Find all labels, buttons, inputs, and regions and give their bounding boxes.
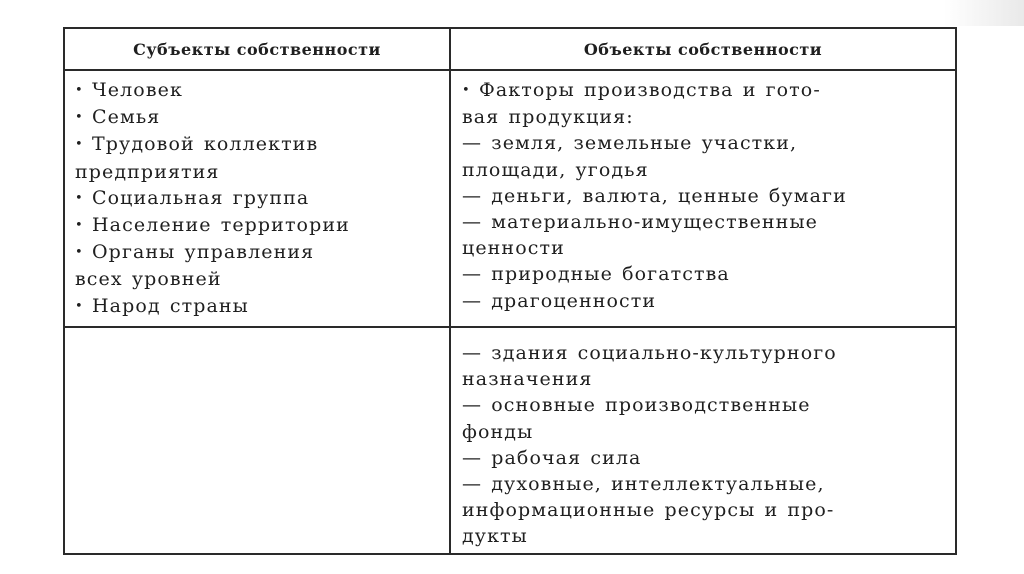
table-line <box>75 185 441 212</box>
line-text: Население территории <box>92 214 350 237</box>
table-line <box>462 288 947 314</box>
line-text: Народ страны <box>92 294 249 317</box>
line-text: Семья <box>92 106 161 129</box>
line-text: вая продукция: <box>462 106 634 129</box>
table-line <box>75 266 441 292</box>
line-text: — деньги, валюта, ценные бумаги <box>462 184 847 207</box>
subjects-list <box>65 71 449 320</box>
table-line <box>462 130 947 156</box>
line-text: предприятия <box>75 160 220 183</box>
table-line <box>462 392 947 418</box>
objects-list-top <box>451 71 955 314</box>
table-line <box>462 340 947 366</box>
table-line <box>75 239 441 266</box>
line-text: — основные производственные <box>462 394 811 417</box>
table-line <box>75 77 441 104</box>
ownership-table <box>63 27 957 555</box>
table-line <box>462 183 947 209</box>
table-line <box>75 104 441 131</box>
line-text: Трудовой коллектив <box>92 133 319 156</box>
line-text: — здания социально-культурного <box>462 342 837 364</box>
objects-cell-top <box>450 70 956 327</box>
line-text: фонды <box>462 420 534 443</box>
table-line <box>462 261 947 287</box>
line-text: Органы управления <box>92 241 315 264</box>
subjects-cell <box>64 70 450 327</box>
line-text: информационные ресурсы и про- <box>462 499 835 522</box>
line-text: Факторы производства и гото- <box>479 79 821 101</box>
bullet-icon: • <box>75 245 84 261</box>
line-text: площади, угодья <box>462 158 649 181</box>
line-text: Социальная группа <box>92 186 310 209</box>
line-text: всех уровней <box>75 268 222 291</box>
table-line <box>462 235 947 261</box>
line-text: — природные богатства <box>462 263 730 286</box>
bullet-icon: • <box>75 190 84 206</box>
content-row-1 <box>64 70 956 327</box>
bullet-icon: • <box>75 83 84 98</box>
line-text: Человек <box>92 79 183 101</box>
bullet-icon: • <box>75 137 84 153</box>
table-line <box>75 159 441 185</box>
table-line <box>75 131 441 158</box>
table-line <box>75 293 441 320</box>
objects-cell-bottom <box>450 327 956 554</box>
table-line <box>462 471 947 497</box>
table-line <box>75 212 441 239</box>
content-row-2 <box>64 327 956 554</box>
objects-header: Объекты собственности <box>450 28 956 70</box>
line-text: — материально-имущественные <box>462 211 819 234</box>
subjects-header: Субъекты собственности <box>64 28 450 70</box>
table-line <box>462 104 947 130</box>
bullet-icon: • <box>462 83 471 98</box>
table-line <box>462 497 947 523</box>
table-line <box>462 523 947 549</box>
table-line <box>462 209 947 235</box>
line-text: — земля, земельные участки, <box>462 132 798 155</box>
objects-list-bottom <box>451 328 955 550</box>
line-text: — духовные, интеллектуальные, <box>462 473 825 496</box>
bullet-icon: • <box>75 298 84 314</box>
line-text: назначения <box>462 368 593 391</box>
bullet-icon: • <box>75 218 84 234</box>
line-text: ценности <box>462 237 565 260</box>
line-text: дукты <box>462 525 528 548</box>
table-line <box>462 419 947 445</box>
line-text: — рабочая сила <box>462 446 642 469</box>
table-line <box>462 366 947 392</box>
empty-subjects-cell <box>64 327 450 554</box>
header-row <box>64 28 956 70</box>
line-text: — драгоценности <box>462 289 657 312</box>
bullet-icon: • <box>75 110 84 126</box>
table-line <box>462 445 947 471</box>
table-line <box>462 157 947 183</box>
table-line <box>462 77 947 104</box>
corner-shade <box>944 0 1024 26</box>
